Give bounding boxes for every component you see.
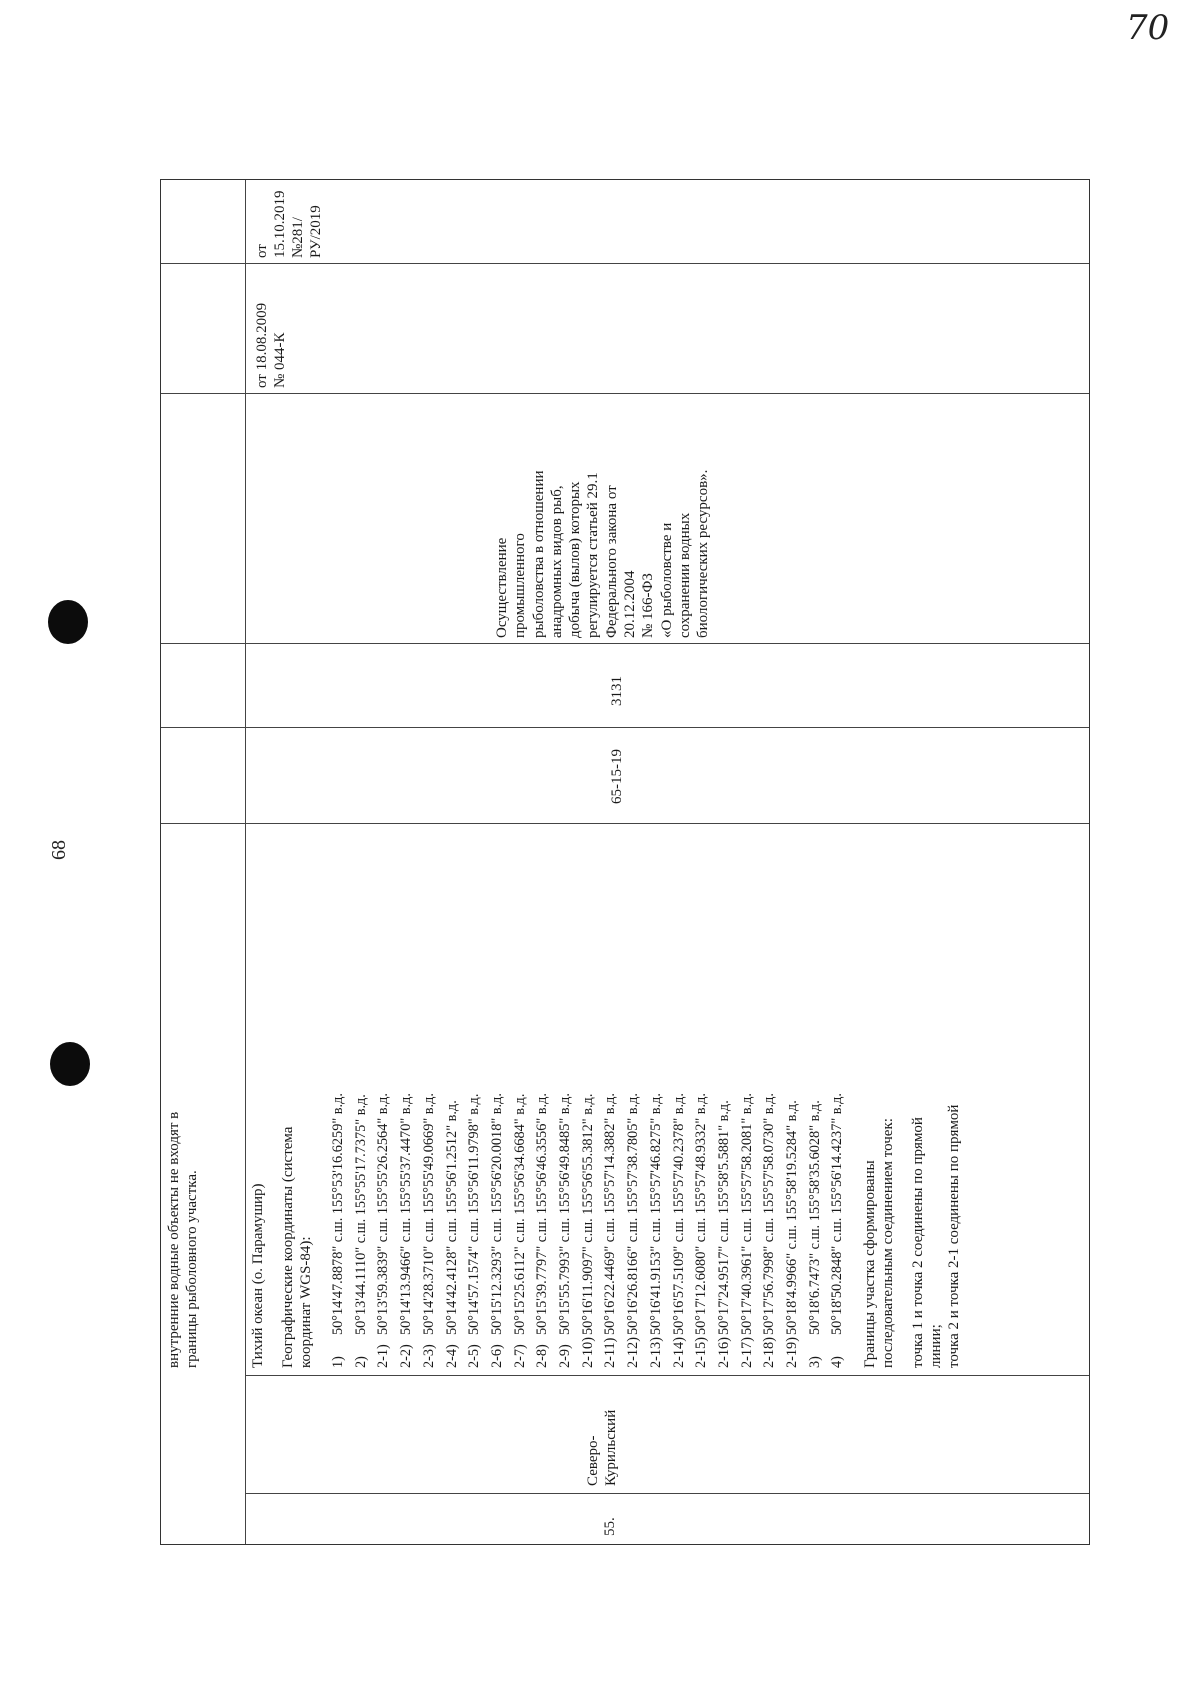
boundary-text: Границы участка сформированы	[862, 1160, 879, 1368]
point-coordinates: 50°13'44.1110" с.ш. 155°55'17.7375" в.д.	[352, 1094, 369, 1335]
point-number: 2-15)	[693, 1337, 710, 1368]
coordinate-row	[577, 828, 600, 1368]
point-coordinates: 50°18'50.2848" с.ш. 155°56'14.4237" в.д.	[829, 1093, 846, 1335]
point-number: 4)	[829, 1356, 846, 1368]
point-number: 2-18)	[761, 1337, 778, 1368]
coordinate-row	[350, 828, 373, 1368]
point-number: 2-5)	[466, 1344, 483, 1368]
point-number: 2-3)	[420, 1344, 437, 1368]
site-name-line: Курильский	[603, 1409, 619, 1486]
point-number: 3)	[806, 1356, 823, 1368]
purpose-cell	[493, 398, 713, 638]
page-number: 68	[48, 840, 70, 860]
column-divider	[161, 727, 1089, 728]
coordinate-row	[804, 828, 827, 1368]
point-number: 2-12)	[625, 1337, 642, 1368]
point-number: 2)	[352, 1356, 369, 1368]
point-coordinates: 50°14'28.3710" с.ш. 155°55'49.0669" в.д.	[420, 1093, 437, 1335]
point-coordinates: 50°17'24.9517" с.ш. 155°58'5.5881" в.д.	[715, 1100, 732, 1335]
region-code: 65-15-19	[609, 749, 625, 804]
point-number: 2-13)	[647, 1337, 664, 1368]
decision-cell	[253, 182, 325, 258]
column-divider	[161, 823, 1089, 824]
column-divider	[161, 643, 1089, 644]
purpose-line: № 166-ФЗ	[640, 573, 657, 638]
point-coordinates: 50°16'22.4469" с.ш. 155°57'14.3882" в.д.	[602, 1093, 619, 1335]
coordinate-row	[395, 828, 418, 1368]
point-number: 2-11)	[602, 1337, 619, 1368]
purpose-line: рыболовства в отношении	[530, 470, 547, 638]
point-coordinates: 50°16'41.9153" с.ш. 155°57'46.8275" в.д.	[647, 1093, 664, 1335]
point-number: 2-17)	[738, 1337, 755, 1368]
decision-date: от 15.10.2019	[254, 190, 288, 258]
column-divider	[245, 1493, 1089, 1494]
coordinate-row	[599, 828, 622, 1368]
point-coordinates: 50°15'55.7993" с.ш. 155°56'49.8485" в.д.	[557, 1093, 574, 1335]
coordinates-heading: координат WGS-84):	[298, 1236, 314, 1368]
coordinate-row	[372, 828, 395, 1368]
site-name-cell	[584, 1380, 620, 1486]
point-number: 2-4)	[443, 1344, 460, 1368]
connection-text: точка 2 и точка 2-1 соединены по прямой	[946, 1104, 963, 1368]
contract-cell	[253, 268, 289, 388]
coordinate-row	[713, 828, 736, 1368]
coordinates-heading: Географические координаты (система	[280, 1126, 296, 1368]
point-coordinates: 50°14'47.8878" с.ш. 155°53'16.6259" в.д.	[330, 1093, 346, 1335]
coordinate-row	[758, 828, 781, 1368]
point-coordinates: 50°17'12.6080" с.ш. 155°57'48.9332" в.д.	[693, 1093, 710, 1335]
coordinate-row	[418, 828, 441, 1368]
coordinate-row	[622, 828, 645, 1368]
point-coordinates: 50°16'57.5109" с.ш. 155°57'40.2378" в.д.	[670, 1093, 687, 1335]
coordinate-row	[327, 828, 350, 1368]
note-cell	[165, 828, 201, 1368]
site-area: 3131	[609, 676, 625, 706]
coordinate-row	[781, 828, 804, 1368]
coordinate-row	[645, 828, 668, 1368]
connection-text: линии;	[928, 1324, 945, 1368]
water-body-name: Тихий океан (о. Парамушир)	[250, 1183, 266, 1368]
point-number: 2-9)	[557, 1344, 574, 1368]
coordinate-row	[509, 828, 532, 1368]
point-number: 2-14)	[670, 1337, 687, 1368]
point-coordinates: 50°18'4.9966" с.ш. 155°58'19.5284" в.д.	[784, 1100, 801, 1335]
column-divider	[161, 393, 1089, 394]
point-coordinates: 50°16'11.9097" с.ш. 155°56'55.3812" в.д.	[579, 1093, 596, 1335]
purpose-line: «О рыболовстве и	[658, 522, 675, 638]
purpose-line: Федерального закона от	[603, 485, 620, 638]
column-divider	[245, 1375, 1089, 1376]
coordinate-row	[486, 828, 509, 1368]
point-number: 2-1)	[375, 1344, 392, 1368]
point-number: 2-16)	[715, 1337, 732, 1368]
fishing-sites-table	[160, 179, 1090, 1545]
coordinate-row	[690, 828, 713, 1368]
coordinate-row	[736, 828, 759, 1368]
point-coordinates: 50°18'6.7473" с.ш. 155°58'35.6028" в.д.	[806, 1100, 823, 1335]
connection-text: точка 1 и точка 2 соединены по прямой	[910, 1117, 927, 1368]
point-coordinates: 50°14'57.1574" с.ш. 155°56'11.9798" в.д.	[466, 1093, 483, 1335]
point-coordinates: 50°15'25.6112" с.ш. 155°56'34.6684" в.д.	[511, 1093, 528, 1335]
row-divider	[245, 180, 246, 1544]
purpose-line: промышленного	[512, 533, 529, 638]
point-number: 2-10)	[579, 1337, 596, 1368]
point-number: 1)	[330, 1356, 346, 1368]
decision-number: №281/РУ/2019	[290, 205, 324, 258]
purpose-line: анадромных видов рыб,	[548, 485, 565, 638]
point-coordinates: 50°15'39.7797" с.ш. 155°56'46.3556" в.д.	[534, 1093, 551, 1335]
coordinate-row	[826, 828, 849, 1368]
coordinate-row	[441, 828, 464, 1368]
point-number: 2-7)	[511, 1344, 528, 1368]
point-number: 2-2)	[398, 1344, 415, 1368]
coordinate-row	[554, 828, 577, 1368]
coordinate-row	[463, 828, 486, 1368]
purpose-line: биологических ресурсов».	[695, 469, 712, 638]
point-coordinates: 50°15'12.3293" с.ш. 155°56'20.0018" в.д.	[488, 1093, 505, 1335]
coordinates-list	[327, 828, 849, 1368]
coordinate-row	[668, 828, 691, 1368]
point-number: 2-6)	[488, 1344, 505, 1368]
purpose-line: регулируется статьей 29.1	[585, 472, 602, 638]
point-coordinates: 50°14'13.9466" с.ш. 155°55'37.4470" в.д.	[398, 1093, 415, 1335]
coordinate-row	[531, 828, 554, 1368]
point-coordinates: 50°14'42.4128" с.ш. 155°56'1.2512" в.д.	[443, 1100, 460, 1335]
note-line: внутренние водные объекты не входят в	[166, 1111, 182, 1368]
site-name-line: Северо-	[585, 1435, 601, 1486]
location-cell	[249, 828, 963, 1368]
purpose-line: 20.12.2004	[622, 570, 639, 638]
point-coordinates: 50°17'40.3961" с.ш. 155°57'58.2081" в.д.	[738, 1093, 755, 1335]
row-number: 55.	[602, 1517, 618, 1536]
corner-mark: 70	[1126, 8, 1170, 48]
purpose-line: сохранении водных	[676, 512, 693, 638]
point-number: 2-8)	[534, 1344, 551, 1368]
contract-date: от 18.08.2009	[254, 302, 270, 388]
point-coordinates: 50°13'59.3839" с.ш. 155°55'26.2564" в.д.	[375, 1093, 392, 1335]
point-coordinates: 50°17'56.7998" с.ш. 155°57'58.0730" в.д.	[761, 1093, 778, 1335]
contract-number: № 044-К	[272, 332, 288, 388]
boundary-text: последовательным соединением точек:	[880, 1118, 897, 1368]
point-number: 2-19)	[784, 1337, 801, 1368]
note-line: границы рыболовного участка.	[184, 1170, 200, 1368]
purpose-line: добыча (вылов) которых	[567, 481, 584, 638]
column-divider	[161, 263, 1089, 264]
point-coordinates: 50°16'26.8166" с.ш. 155°57'38.7805" в.д.	[625, 1093, 642, 1335]
purpose-line: Осуществление	[494, 537, 510, 638]
